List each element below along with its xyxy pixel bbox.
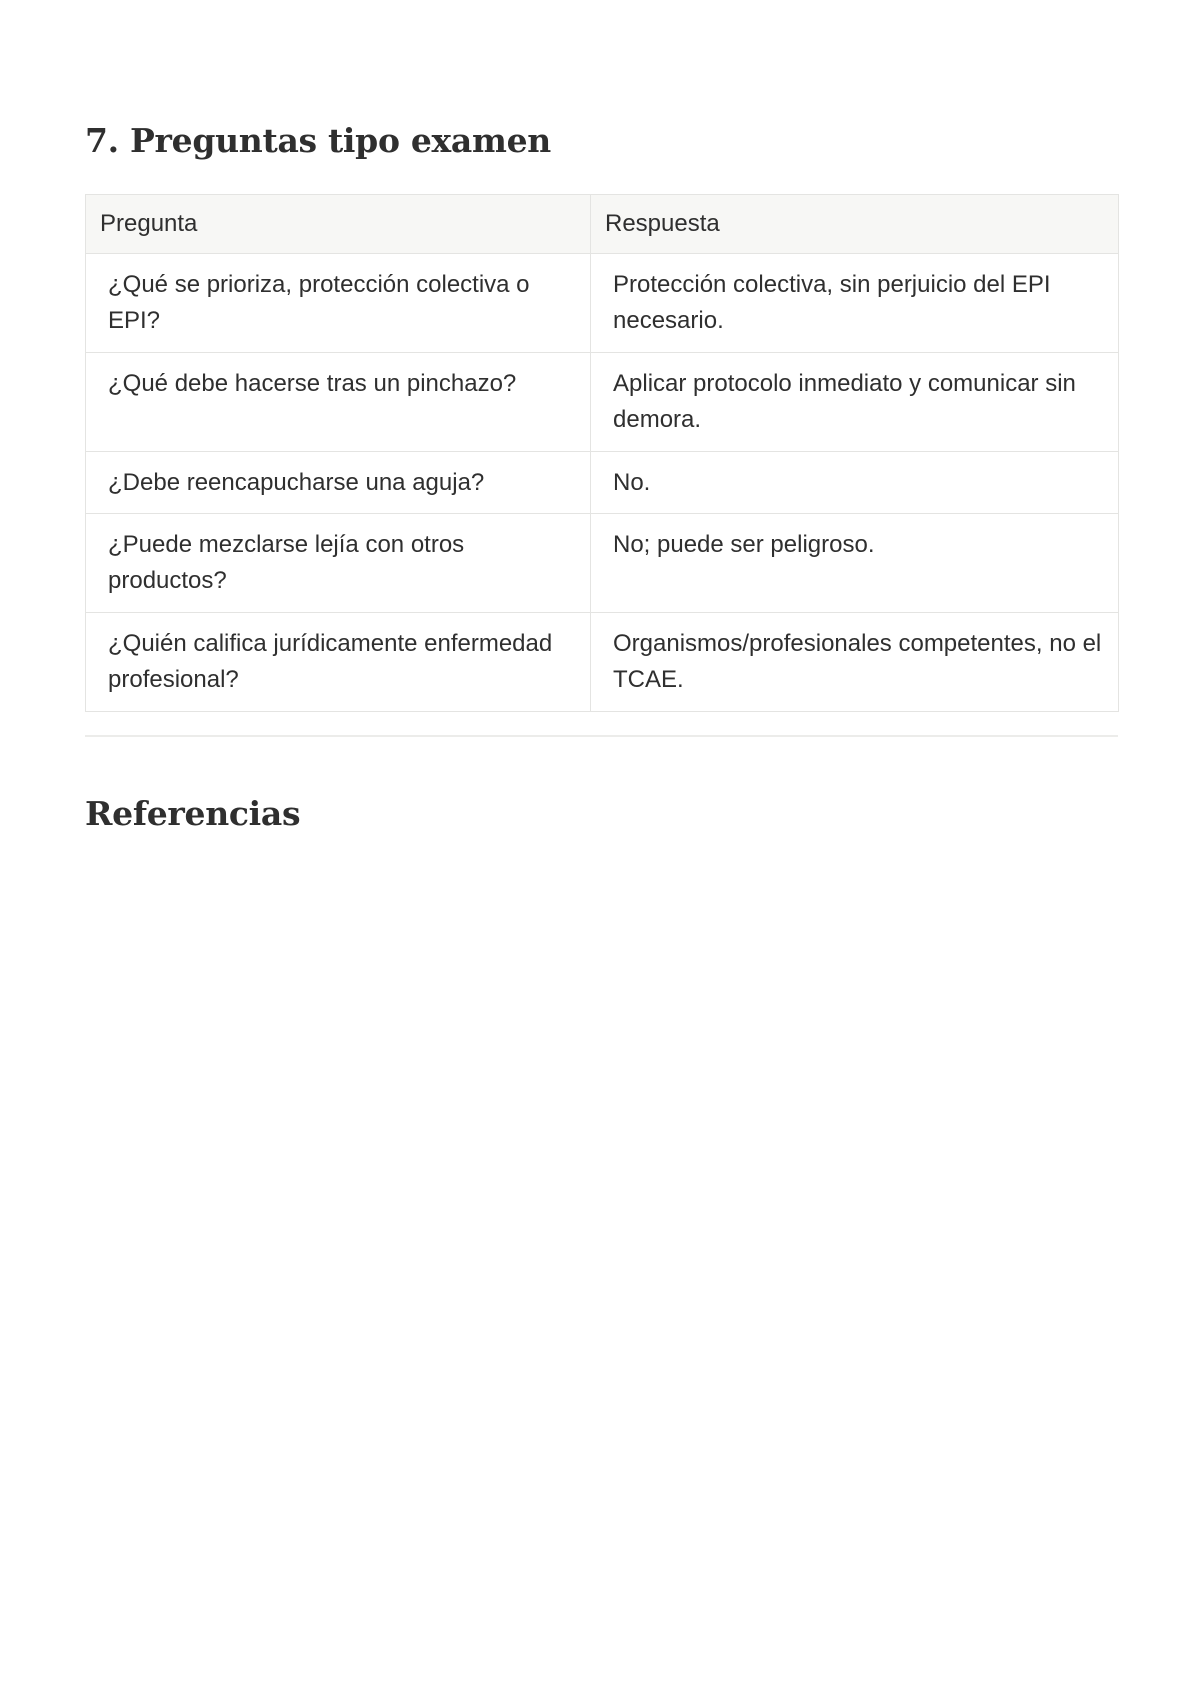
table-row [86, 254, 1119, 353]
exam-questions-table [85, 194, 1119, 712]
table-header-row [86, 195, 1119, 254]
table-row [86, 514, 1119, 613]
answer-cell: Protección colectiva, sin perjuicio del EPI necesario. [591, 254, 1119, 353]
question-cell: ¿Qué debe hacerse tras un pinchazo? [86, 353, 591, 452]
section-divider [85, 735, 1118, 737]
section-heading-references: Referencias [85, 794, 301, 833]
question-cell: ¿Puede mezclarse lejía con otros productos? [86, 514, 591, 613]
table-row [86, 452, 1119, 514]
table-row [86, 613, 1119, 712]
question-cell: ¿Debe reencapucharse una aguja? [86, 452, 591, 514]
question-cell: ¿Qué se prioriza, protección colectiva o EPI? [86, 254, 591, 353]
answer-cell: Aplicar protocolo inmediato y comunicar sin demora. [591, 353, 1119, 452]
answer-cell: Organismos/profesionales competentes, no el TCAE. [591, 613, 1119, 712]
answer-cell: No. [591, 452, 1119, 514]
answer-cell: No; puede ser peligroso. [591, 514, 1119, 613]
question-cell: ¿Quién califica jurídicamente enfermedad profesional? [86, 613, 591, 712]
column-header-question: Pregunta [86, 195, 591, 254]
table-row [86, 353, 1119, 452]
section-heading-exam-questions: 7. Preguntas tipo examen [85, 121, 551, 160]
column-header-answer: Respuesta [591, 195, 1119, 254]
